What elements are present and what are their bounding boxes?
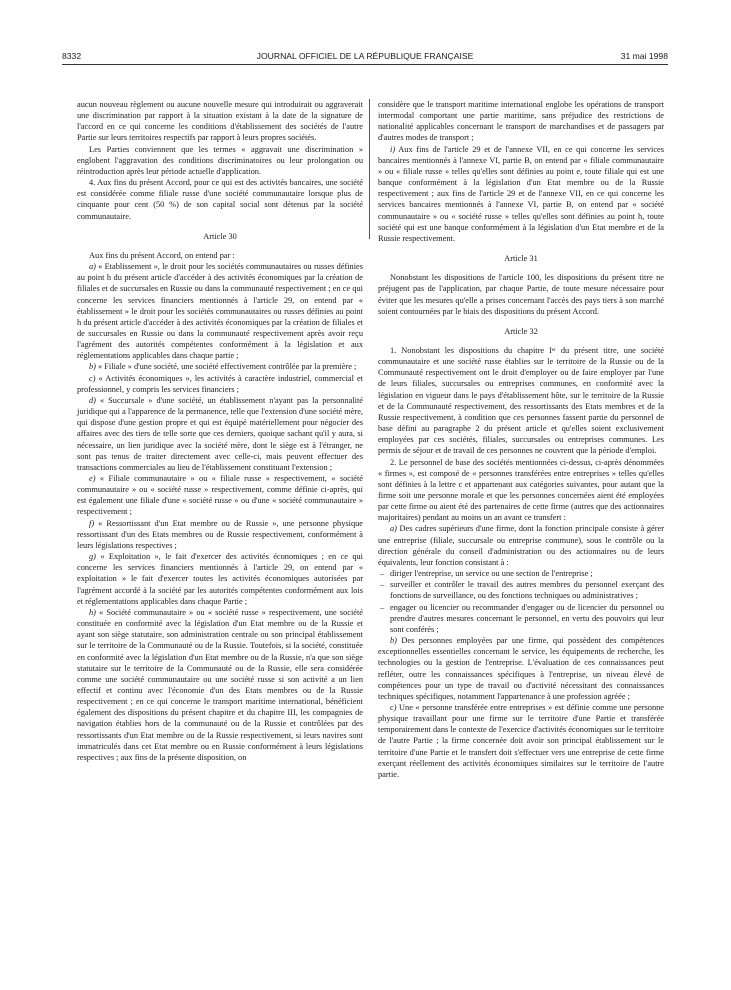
definition-b	[77, 361, 363, 372]
definition-a	[77, 261, 363, 361]
item-label: f)	[89, 518, 95, 528]
left-column	[77, 99, 363, 763]
item-text: « Ressortissant d'un Etat membre ou de Russie », une personne physique ressortissant d'un des Etats membres ou de Russie respectivement, conformément à leurs législations respectives ;	[77, 518, 363, 550]
right-column	[378, 99, 664, 780]
item-text: « Filiale communautaire » ou « filiale russe » respectivement, « société communautaire » ou « société russe » respectivement, comme définie ci-après, qui est également une filiale d'une « société russe » ou d'une « société communautaire » respectivement ;	[77, 474, 363, 517]
item-text: Une « personne transférée entre entreprises » est définie comme une personne physique travaillant pour une firme sur le territoire d'une Partie et transférée temporairement dans le contexte de l'exercice d'activités économiques sur le territoire de l'autre Partie ; la firme concernée doit avoir son principal établissement sur le territoire d'une Partie et le transfert doit s'effectuer vers une entreprise de cette firme exerçant réellement des activités économiques similaires sur le territoire de l'autre partie.	[378, 702, 664, 779]
item-label: h)	[89, 607, 96, 617]
article-30-heading: Article 30	[203, 231, 237, 241]
item-text: « Filiale » d'une société, une société effectivement contrôlée par la première ;	[95, 362, 357, 372]
paragraph: 1. Nonobstant les dispositions du chapitre Iᵉʳ du présent titre, une société communautaire et une société russe établies sur le territoire de la Russie ou de la Communauté respectivement ont le droit d'employer ou de faire employer par l'une de leurs filiales, succursales ou entreprises communes, en conformité avec la législation en vigueur dans le pays d'établissement hôte, sur le territoire de la Russie et de la Communauté respectivement, des ressortissants des Etats membres et de la Russie respectivement, à condition que ces personnes fassent partie du personnel de base défini au paragraphe 2 du présent article et qu'elles soient exclusivement employées par ces sociétés, filiales, succursales ou entreprises communes. Les permis de séjour et de travail de ces personnes ne couvrent que la période d'emploi.	[378, 345, 664, 456]
paragraph: considère que le transport maritime international englobe les opérations de transport intermodal comportant une partie maritime, sans préjudice des restrictions de nationalité applicables concernant le transport de marchandises et de passagers par d'autres modes de transport ;	[378, 100, 664, 143]
item-text: « Société communautaire » ou « société russe » respectivement, une société constituée en conformité avec la législation d'un Etat membre ou de la Russie et ayant son siège statutaire, son administration centrale ou son principal établissement sur le territoire de la Communauté ou de la Russie. Toutefois, si la société, constituée en conformité avec la législation d'un Etat membre ou de la Russie, n'a que son siège statutaire sur le territoire de la Communauté ou de la Russie, elle sera considérée comme une société communautaire ou une société russe si son activité a un lien effectif et continu avec l'économie d'un des Etats membres ou de la Russie respectivement ; en ce qui concerne le transport maritime international, bénéficient également des dispositions du présent chapitre et du chapitre III, les compagnies de navigation établies hors de la communauté ou de la Russie et contrôlées par des ressortissants d'un Etat membre ou de la Russie respectivement, si leurs navires sont immatriculés dans cet Etat membre ou en Russie conformément à leurs législations respectives ; aux fins de la présente disposition, on	[77, 607, 363, 762]
definition-h	[77, 607, 363, 763]
category-a	[378, 523, 664, 568]
page-number: 8332	[62, 51, 82, 61]
item-label: c)	[390, 702, 397, 712]
item-label: g)	[89, 552, 96, 562]
item-label: d)	[89, 395, 96, 405]
definition-e	[77, 473, 363, 518]
paragraph: Nonobstant les dispositions de l'article 100, les dispositions du présent titre ne préjugent pas de l'application, par chaque Partie, de toute mesure nécessaire pour éviter que les mesures qu'elle a prises concernant l'accès des pays tiers à son marché soient contournées par le biais des dispositions du présent Accord.	[378, 273, 664, 316]
item-label: i)	[390, 144, 396, 154]
paragraph: aucun nouveau règlement ou aucune nouvelle mesure qui introduirait ou aggraverait une discrimination par rapport à la situation existant à la date de la signature de l'accord en ce qui concerne les conditions d'établissement des sociétés de l'autre Partie sur leurs territoires respectifs par rapport à leurs propres sociétés.	[77, 100, 363, 143]
column-divider	[369, 99, 370, 239]
item-label: a)	[89, 262, 96, 272]
item-text: Aux fins de l'article 29 et de l'annexe VII, en ce qui concerne les services bancaires mentionnés à l'annexe VI, partie B, on entend par « filiale communautaire » ou « filiale russe » telles qu'elles sont définies au point e, toute filiale qui est une banque conformément à la législation d'un Etat membre ou de la Russie respectivement ; aux fins de l'article 29 et de l'annexe VII, en ce qui concerne les services bancaires mentionnés à l'annexe VI, partie B, on entend par « société communautaire » ou « société russe » telles qu'elles sont définies au point h, toute société qui est une banque conformément à la législation d'un Etat membre et de la Russie respectivement.	[378, 144, 664, 243]
item-text: Des cadres supérieurs d'une firme, dont la fonction principale consiste à gérer une entreprise (filiale, succursale ou entreprise commune), sous le contrôle ou la direction générale du conseil d'administration ou des actionnaires ou de leurs équivalents, leur fonction consistant à :	[378, 524, 664, 567]
paragraph: Aux fins du présent Accord, on entend par :	[89, 250, 235, 260]
paragraph: 2. Le personnel de base des sociétés mentionnées ci-dessus, ci-après dénommées « firmes », est composé de « personnes transférées entre entreprises » telles qu'elles sont définies à la lettre c et appartenant aux catégories suivantes, pour autant que la firme soit une personne morale et que les personnes concernées aient été employées par cette firme ou aient été des partenaires de cette firme (autres que des actionnaires majoritaires) pendant au moins un an avant ce transfert :	[378, 457, 664, 523]
definition-i	[378, 144, 664, 244]
item-text: « Exploitation », le fait d'exercer des activités économiques ; en ce qui concerne les services financiers mentionnés à l'article 29, on entend par « exploitation » le fait d'exercer toutes les activités économiques autorisées par l'agrément accordé à la société par les autorités compétentes conformément aux lois et réglementations applicables dans chaque Partie ;	[77, 552, 363, 606]
paragraph: Les Parties conviennent que les termes « aggravait une discrimination » englobent l'aggravation des conditions discriminatoires ou leur prolongation ou réintroduction après leur période actuelle d'application.	[77, 144, 363, 176]
definition-c	[77, 373, 363, 395]
definition-g	[77, 551, 363, 607]
header-rule	[62, 64, 668, 65]
paragraph: 4. Aux fins du présent Accord, pour ce qui est des activités bancaires, une société est considérée comme filiale russe d'une société communautaire lorsque plus de cinquante pour cent (50 %) de son capital social sont détenus par la société communautaire.	[77, 178, 363, 221]
item-text: Des personnes employées par une firme, qui possèdent des compétences exceptionnelles essentielles concernant le service, les équipements de recherche, les technologies ou la gestion de l'entreprise. L'évaluation de ces connaissances peut refléter, outre les connaissances spécifiques à l'entreprise, un niveau élevé de compétences pour un type de travail ou d'activité nécessitant des connaissances techniques spécifiques, notamment l'appartenance à une profession agréée ;	[378, 636, 664, 701]
dash-item: – engager ou licencier ou recommander d'engager ou de licencier du personnel ou prendre d'autres mesures concernant le personnel, en vertu des pouvoirs qui leur sont conférés ;	[378, 602, 664, 635]
item-text: « Etablissement », le droit pour les sociétés communautaires ou russes définies au point h du présent article d'accéder à des activités économiques par la création de filiales et de succursales en Russie ou dans la communauté respectivement ; en ce qui concerne les services financiers mentionnés à l'article 29, on entend par « établissement » le droit pour les sociétés communautaires ou russes définies au point h du présent article d'accéder à des activités économiques par la création de filiales et de succursales en Russie ou dans la communauté respectivement après avoir reçu l'agrément des autorités compétentes conformément à la législation et aux réglementations applicables dans chaque partie ;	[77, 262, 363, 361]
item-text: « Succursale » d'une société, un établissement n'ayant pas la personnalité juridique qui a l'apparence de la permanence, telle que l'extension d'une société mère, qui dispose d'une gestion propre et qui est équipé matériellement pour négocier des affaires avec des tiers de telle sorte que ces derniers, quoique sachant qu'il y aura, si nécessaire, un lien juridique avec la société mère, dont le siège est à l'étranger, ne sont pas tenus de traiter directement avec celle-ci, mais peuvent effectuer des transactions commerciales au lieu de l'établissement constituant l'extension ;	[77, 395, 363, 472]
publication-date: 31 mai 1998	[620, 51, 668, 61]
definition-d	[77, 395, 363, 473]
article-31-heading: Article 31	[504, 254, 538, 264]
item-text: « Activités économiques », les activités à caractère industriel, commercial et professionnel, y compris les services financiers ;	[77, 373, 363, 394]
article-32-heading: Article 32	[504, 326, 538, 336]
journal-title: JOURNAL OFFICIEL DE LA RÉPUBLIQUE FRANÇAISE	[256, 51, 474, 61]
page-header	[62, 51, 668, 65]
dash-item: – diriger l'entreprise, un service ou une section de l'entreprise ;	[378, 568, 664, 579]
definition-f	[77, 518, 363, 551]
item-label: b)	[390, 636, 397, 646]
item-label: b)	[89, 362, 96, 372]
item-label: a)	[390, 524, 397, 534]
category-b	[378, 635, 664, 702]
item-label: c)	[89, 373, 96, 383]
dash-item: – surveiller et contrôler le travail des autres membres du personnel exerçant des fonctions de surveillance, ou des fonctions techniques ou administratives ;	[378, 579, 664, 601]
item-label: e)	[89, 474, 96, 483]
category-c	[378, 702, 664, 780]
